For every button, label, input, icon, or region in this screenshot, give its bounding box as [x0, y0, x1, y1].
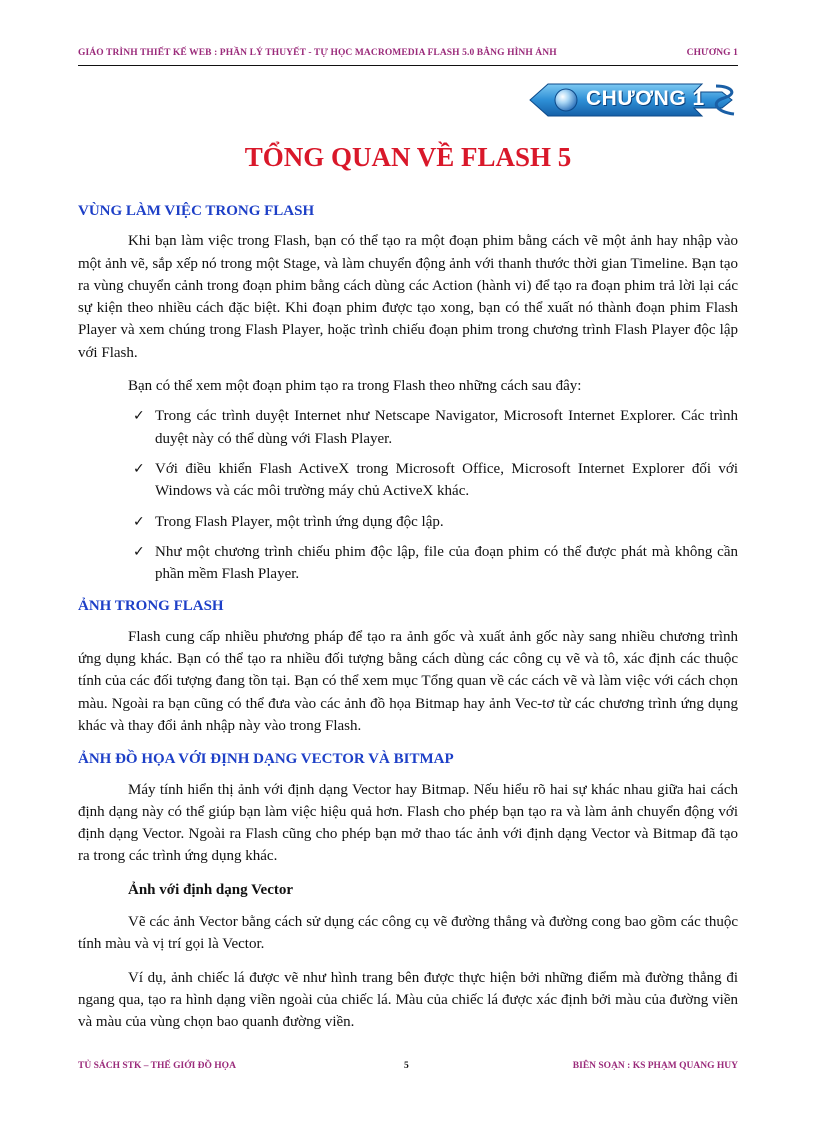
footer-author: BIÊN SOẠN : KS PHẠM QUANG HUY [572, 1061, 738, 1071]
page-title: TỔNG QUAN VỀ FLASH 5 [244, 142, 572, 172]
orb-icon [555, 89, 577, 111]
paragraph: Máy tính hiển thị ảnh với định dạng Vector hay Bitmap. Nếu hiểu rõ hai sự khác nhau giữa hai cách định dạng này có thể giúp bạn làm việc hiệu quả hơn. Flash cho phép bạn tạo ra và làm ảnh chuyển động với định dạng Vector. Ngoài ra Flash cũng cho phép bạn mở thao tác ảnh với định dạng Vector và Bitmap đã tạo ra trong các trình ứng dụng khác. [78, 781, 738, 865]
check-icon: ✓ [133, 513, 145, 530]
header-divider [78, 65, 738, 66]
header-book-title: GIÁO TRÌNH THIẾT KẾ WEB : PHẦN LÝ THUYẾT - TỰ HỌC MACROMEDIA FLASH 5.0 BẰNG HÌNH ẢNH [78, 48, 557, 58]
section-heading-images: ẢNH TRONG FLASH [78, 598, 224, 615]
running-footer [78, 1061, 738, 1077]
running-header [78, 48, 738, 64]
subheading-vector: Ảnh với định dạng Vector [128, 881, 294, 898]
main-content [78, 200, 738, 1045]
chapter-badge [526, 78, 740, 122]
list-item: ✓ Trong Flash Player, một trình ứng dụng độc lập. [78, 511, 738, 533]
check-icon: ✓ [133, 543, 145, 560]
section-heading-vector-bitmap: ẢNH ĐỒ HỌA VỚI ĐỊNH DẠNG VECTOR VÀ BITMAP [78, 751, 454, 768]
footer-series: TỦ SÁCH STK – THẾ GIỚI ĐỒ HỌA [78, 1061, 236, 1071]
paragraph: Vẽ các ảnh Vector bằng cách sử dụng các công cụ vẽ đường thẳng và đường cong bao gồm các thuộc tính màu và vị trí gọi là Vector. [78, 914, 738, 953]
paragraph: Bạn có thể xem một đoạn phim tạo ra trong Flash theo những cách sau đây: [128, 378, 582, 395]
page-number: 5 [404, 1061, 409, 1071]
paragraph: Flash cung cấp nhiều phương pháp để tạo ra ảnh gốc và xuất ảnh gốc này sang nhiều chương trình ứng dụng khác. Bạn có thể tạo ra nhiều đối tượng bằng cách dùng các công cụ vẽ và tô, xác định các thuộc tính của các đối tượng đang tồn tại. Bạn có thể xem mục Tổng quan về các cách vẽ và làm việc với cách chọn màu. Ngoài ra bạn cũng có thể đưa vào các ảnh đồ họa Bitmap hay ảnh Vec-tơ từ các chương trình ứng dụng khác và thay đổi ảnh nhập này vào trong Flash. [78, 628, 738, 734]
list-item: ✓ Như một chương trình chiếu phim độc lập, file của đoạn phim có thể được phát mà không cần phần mềm Flash Player. [78, 541, 738, 586]
check-icon: ✓ [133, 460, 145, 477]
list-item: ✓ Với điều khiển Flash ActiveX trong Microsoft Office, Microsoft Internet Explorer đối với Windows và các môi trường máy chủ ActiveX khác. [78, 458, 738, 503]
header-chapter: CHƯƠNG 1 [686, 48, 738, 58]
paragraph: Khi bạn làm việc trong Flash, bạn có thể tạo ra một đoạn phim bằng cách vẽ một ảnh hay nhập vào một ảnh vẽ, sắp xếp nó trong một Stage, và làm chuyển động ảnh với thanh thước thời gian Timeline. Bạn tạo ra vùng chuyển cảnh trong đoạn phim bằng cách dùng các Action (hành vi) để tạo ra đoạn phim trả lời lại các sự kiện theo nhiều cách đặc biệt. Khi đoạn phim được tạo xong, bạn có thể xuất nó thành đoạn phim Flash Player và xem chúng trong Flash Player, hoặc trình chiếu đoạn phim trong chương trình Flash Player độc lập với Flash. [78, 233, 738, 361]
list-item: ✓ Trong các trình duyệt Internet như Netscape Navigator, Microsoft Internet Explorer. Các trình duyệt này có thể dùng với Flash Player. [78, 405, 738, 450]
viewing-methods-list [78, 405, 738, 585]
section-heading-workspace: VÙNG LÀM VIỆC TRONG FLASH [78, 203, 315, 219]
chapter-badge-label: CHƯƠNG 1 [586, 87, 705, 110]
paragraph: Ví dụ, ảnh chiếc lá được vẽ như hình trang bên được thực hiện bởi những điểm mà đường thẳng đi ngang qua, tạo ra hình dạng viền ngoài của chiếc lá. Màu của chiếc lá được xác định bởi màu của đường viền và màu của vùng chọn bao quanh đường viền. [78, 969, 738, 1031]
check-icon: ✓ [133, 408, 145, 425]
